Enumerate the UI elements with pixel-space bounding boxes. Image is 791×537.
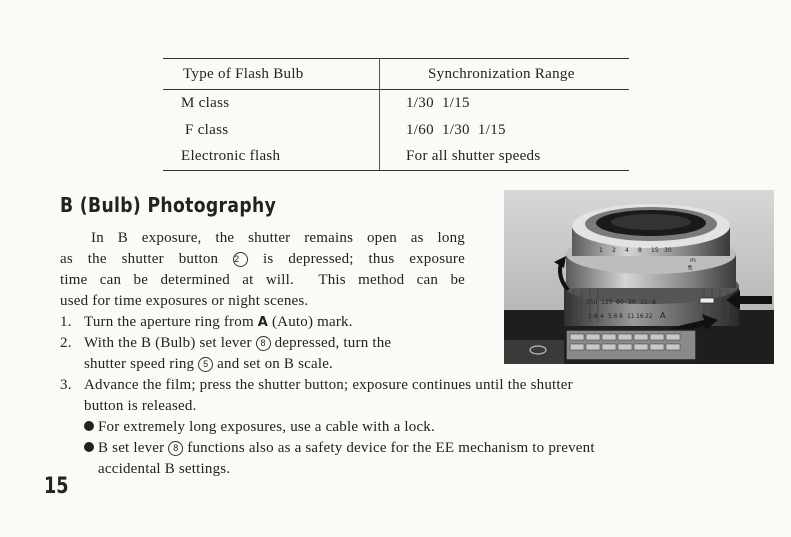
ref-circle: 8 (168, 441, 183, 456)
shutter-scale-label: 125 (601, 299, 613, 306)
shutter-scale-label: 250 (586, 299, 598, 306)
aperture-scale-label: A (660, 311, 666, 320)
aperture-scale-label: 11 (627, 313, 635, 320)
step-1: 1. Turn the aperture ring from A (Auto) mark. (60, 312, 353, 333)
ref-circle: 2 (233, 252, 248, 267)
intro-line: time can be determined at will. This method can be (60, 272, 465, 288)
table-row (163, 117, 629, 144)
intro-paragraph (60, 228, 465, 312)
aperture-scale-label: 4 (600, 313, 604, 320)
note-safety: B set lever 8 functions also as a safety device for the EE mechanism to prevent (84, 438, 595, 459)
bullet-icon (84, 421, 94, 431)
table-header-range: Synchronization Range (380, 59, 630, 90)
step-2: 2. With the B (Bulb) set lever 8 depressed, turn the (60, 333, 391, 354)
table-cell: F class (163, 117, 380, 144)
aperture-scale-label: 8 (619, 313, 623, 320)
table-cell: 1/30 1/15 (406, 94, 470, 111)
step-number: 1. (60, 314, 72, 330)
ref-circle: 8 (256, 336, 271, 351)
distance-scale-label: 2 (612, 247, 616, 254)
auto-mark: A (257, 315, 269, 330)
table-cell: 1/60 1/30 1/15 (406, 121, 506, 138)
distance-scale-label: 15 (651, 247, 659, 254)
distance-scale-label: 30 (664, 247, 672, 254)
table-cell: For all shutter speeds (380, 144, 630, 171)
unit-label: ft (688, 265, 693, 272)
table-cell: M class (163, 90, 380, 117)
distance-scale-label: 1 (599, 247, 603, 254)
shutter-scale-label: 30 (628, 299, 636, 306)
table-header-type: Type of Flash Bulb (163, 59, 380, 90)
camera-lens-photo (504, 190, 774, 364)
shutter-scale-label: 15 (640, 299, 648, 306)
aperture-scale-label: 5.6 (608, 313, 618, 320)
intro-line: as the shutter button 2 is depressed; thus exposure (60, 251, 465, 267)
flash-sync-table (163, 58, 629, 171)
page-number: 15 (44, 474, 69, 499)
aperture-scale-label: 2.8 (588, 313, 598, 320)
table-row (163, 144, 629, 171)
intro-line: used for time exposures or night scenes. (60, 293, 309, 309)
step-2-continued: shutter speed ring 5 and set on B scale. (84, 356, 334, 372)
bullet-icon (84, 442, 94, 452)
step-number: 3. (60, 377, 72, 393)
step-number: 2. (60, 335, 72, 351)
table-row (163, 90, 629, 117)
step-3: 3. Advance the film; press the shutter button; exposure continues until the shutter (60, 375, 573, 396)
intro-line: In B exposure, the shutter remains open as long (91, 230, 465, 246)
section-heading: B (Bulb) Photography (60, 193, 277, 217)
shutter-scale-label: 8 (652, 299, 656, 306)
shutter-scale-label: 60 (616, 299, 624, 306)
aperture-scale-label: 22 (645, 313, 653, 320)
aperture-scale-label: 16 (636, 313, 644, 320)
distance-scale-label: 4 (625, 247, 629, 254)
lens-illustration (504, 190, 774, 364)
distance-scale-label: 8 (638, 247, 642, 254)
table-header-row (163, 59, 629, 90)
unit-label: m (690, 257, 696, 264)
ref-circle: 5 (198, 357, 213, 372)
b-set-lever (700, 298, 714, 303)
note-cable: For extremely long exposures, use a cable with a lock. (84, 417, 435, 438)
note-safety-continued: accidental B settings. (98, 461, 231, 477)
step-3-continued: button is released. (84, 398, 197, 414)
table-cell: Electronic flash (163, 144, 380, 171)
